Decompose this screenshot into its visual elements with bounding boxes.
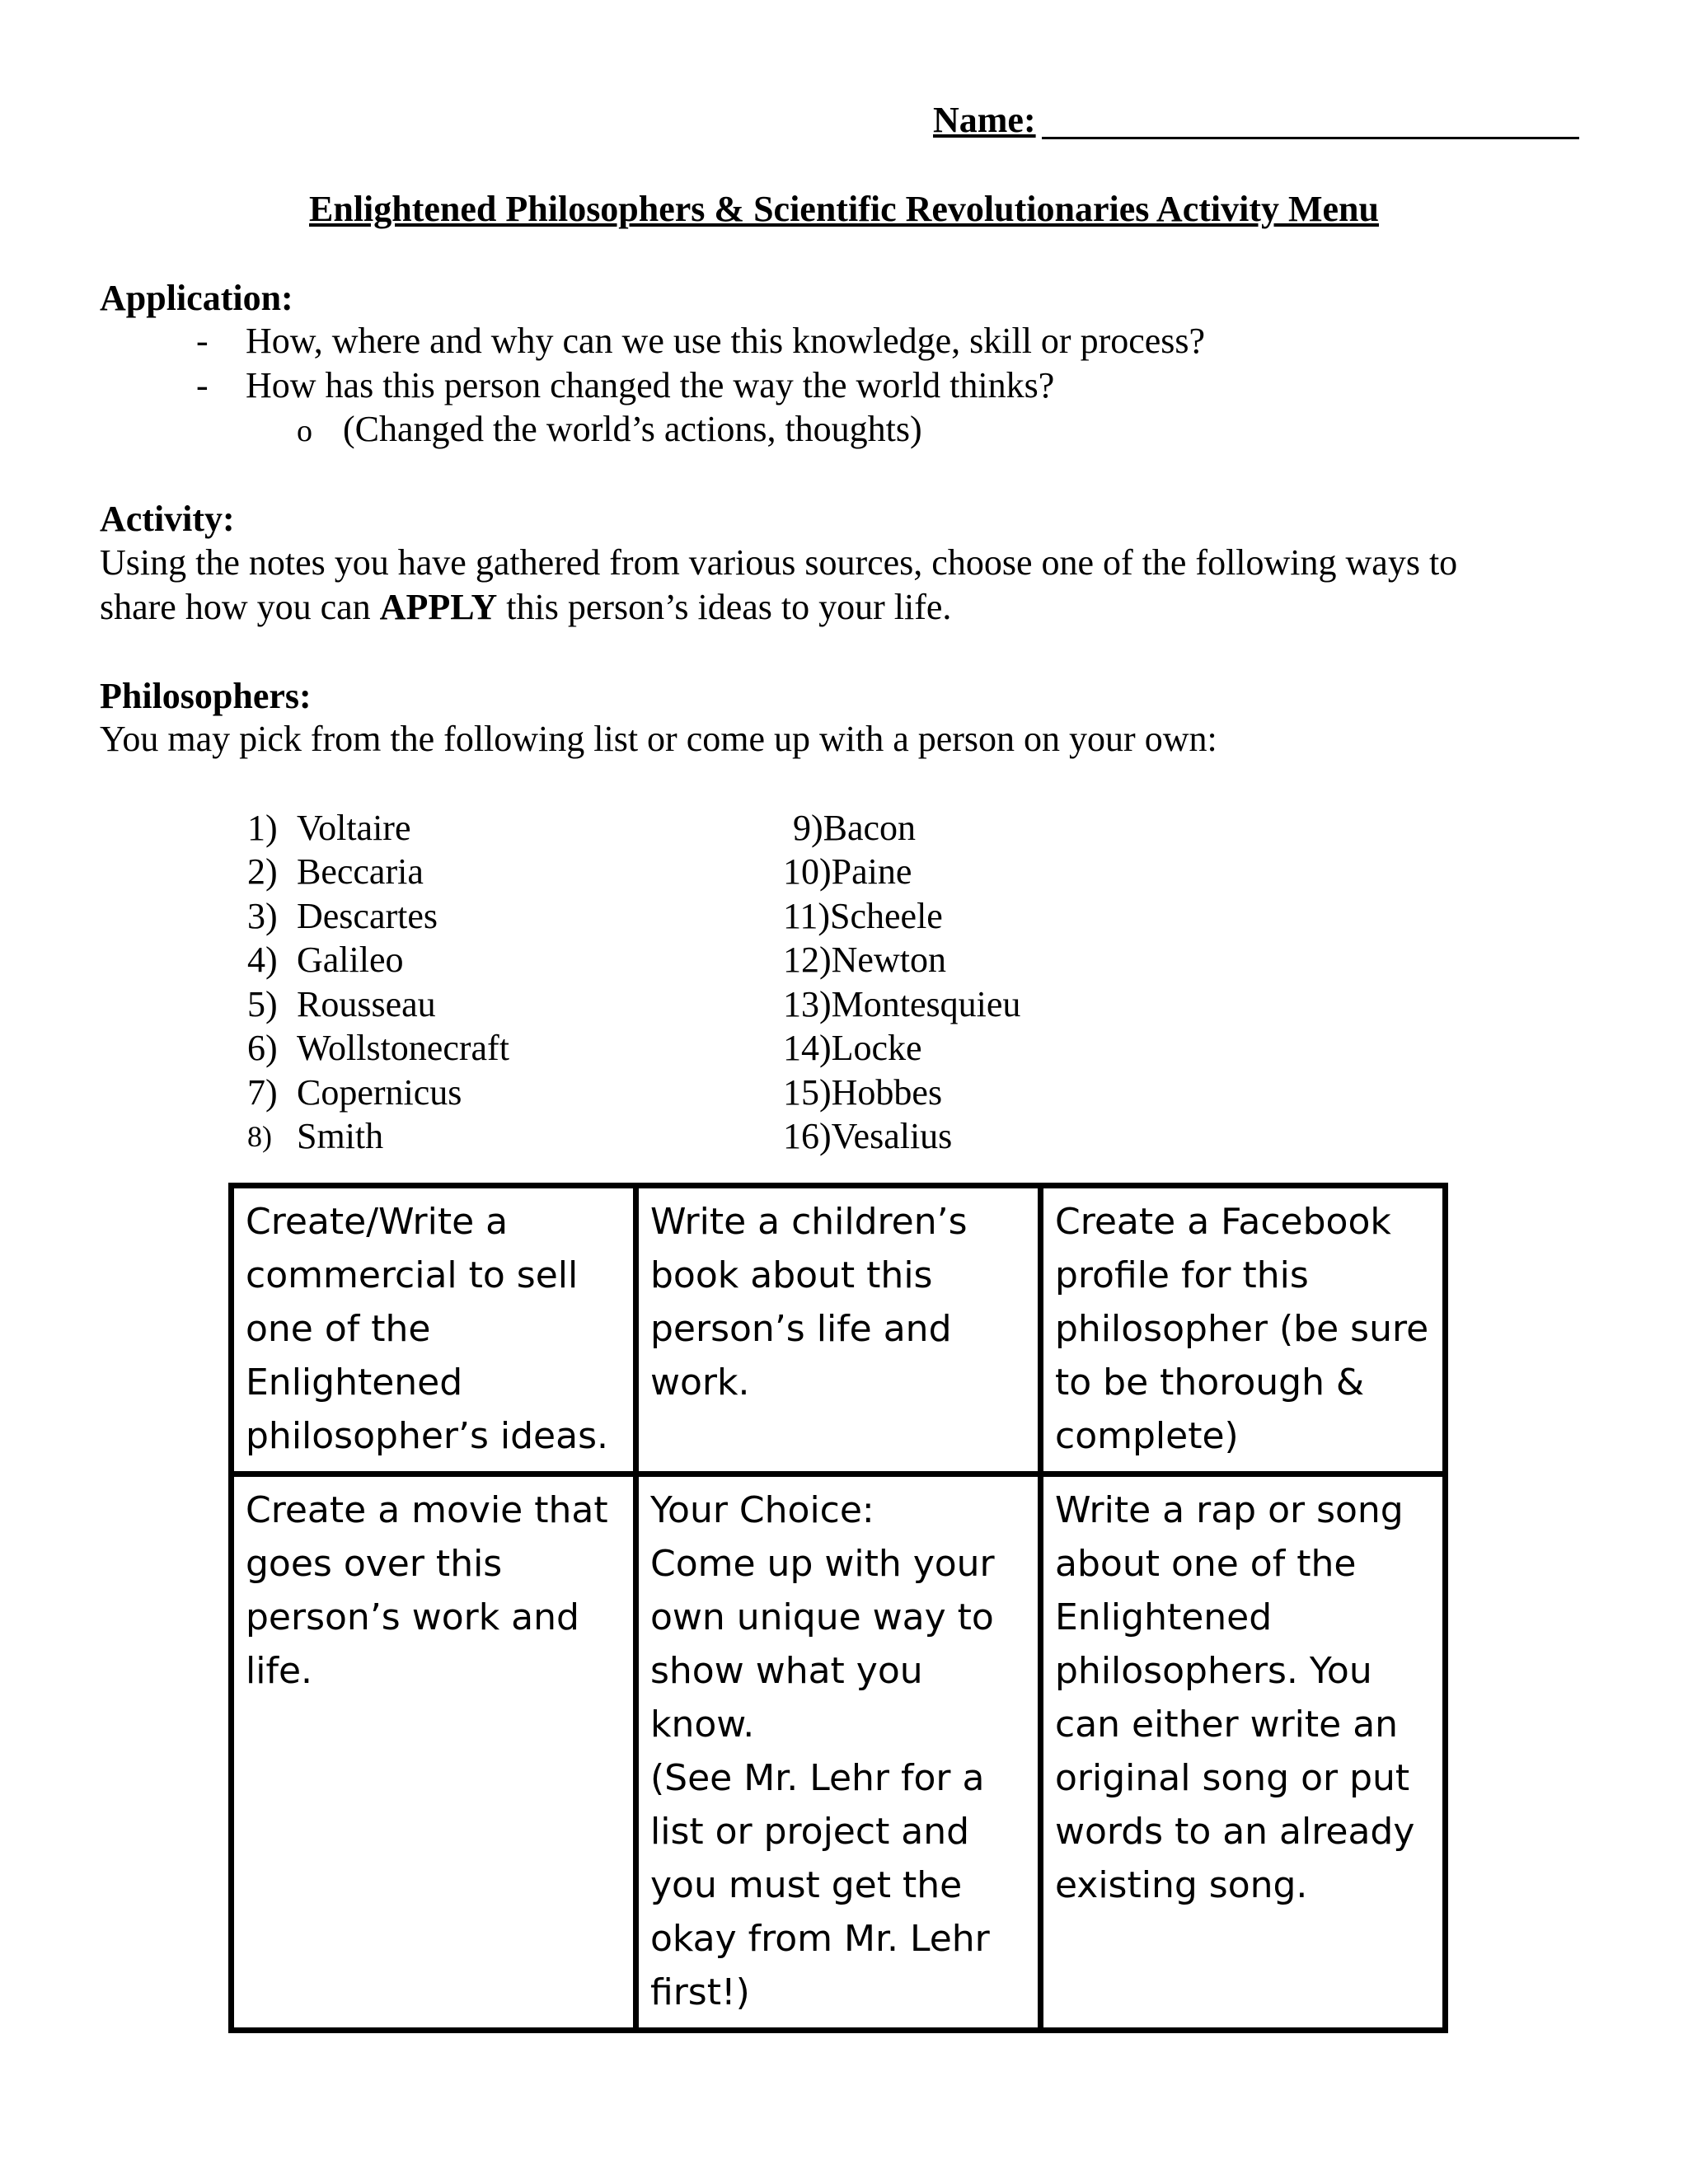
list-item: 10)Paine: [783, 851, 912, 892]
menu-cell-text: Create a Facebook profile for this philosopher (be sure to be thorough & complete): [1055, 1201, 1429, 1457]
menu-cell-text: Write a children’s book about this person’s life and work.: [650, 1201, 968, 1404]
list-item: 9)Bacon: [793, 808, 917, 848]
activity-heading: Activity:: [100, 499, 235, 539]
activity-menu-table: [228, 1183, 1448, 2033]
list-item-name: Copernicus: [297, 1072, 462, 1113]
list-item: 13)Montesquieu: [783, 984, 1021, 1024]
list-number: 4): [247, 940, 278, 980]
list-number: 2): [247, 851, 278, 892]
list-item: 14)Locke: [783, 1028, 922, 1068]
list-number: 7): [247, 1072, 278, 1113]
philosophers-intro: You may pick from the following list or come up with a person on your own:: [100, 719, 1217, 759]
bullet-dash: -: [196, 321, 209, 361]
bullet-circle: o: [297, 414, 312, 448]
application-bullet-2: How has this person changed the way the world thinks?: [246, 365, 1055, 405]
list-item: 11)Scheele: [783, 896, 943, 936]
page-title: Enlightened Philosophers & Scientific Revolutionaries Activity Menu: [309, 189, 1379, 229]
application-heading: Application:: [100, 278, 293, 318]
list-item-name: Smith: [297, 1116, 384, 1156]
menu-cell-facebook-profile: [1041, 1186, 1446, 1474]
menu-cell-your-choice: [636, 1474, 1041, 2031]
menu-cell-text: Your Choice: Come up with your own unique way to show what you know. (See Mr. Lehr for a list or project and you must get the okay from Mr. Lehr first!): [650, 1489, 995, 2013]
activity-text: this person’s ideas to your life.: [497, 587, 952, 627]
list-number: 1): [247, 808, 278, 848]
philosophers-heading: Philosophers:: [100, 676, 312, 716]
name-label: Name:: [933, 100, 1036, 140]
bullet-dash: -: [196, 365, 209, 405]
list-item-name: Beccaria: [297, 851, 424, 892]
table-row: [232, 1474, 1446, 2031]
list-item: 16)Vesalius: [783, 1116, 953, 1156]
activity-line-2: [100, 585, 951, 630]
list-number: 5): [247, 984, 278, 1024]
menu-cell-commercial: [232, 1186, 636, 1474]
application-bullet-1: How, where and why can we use this knowledge, skill or process?: [246, 321, 1206, 361]
activity-line-1: Using the notes you have gathered from various sources, choose one of the following ways to: [100, 542, 1458, 583]
list-item: 15)Hobbes: [783, 1072, 943, 1113]
list-item-name: Voltaire: [297, 808, 411, 848]
application-sub-bullet: (Changed the world’s actions, thoughts): [343, 409, 922, 449]
table-row: [232, 1186, 1446, 1474]
list-item-name: Galileo: [297, 940, 404, 980]
list-number: 6): [247, 1028, 278, 1068]
list-item-name: Wollstonecraft: [297, 1028, 509, 1068]
name-blank-line[interactable]: [1042, 137, 1579, 139]
menu-cell-rap-song: [1041, 1474, 1446, 2031]
activity-text: share how you can: [100, 587, 380, 627]
menu-cell-movie: [232, 1474, 636, 2031]
menu-cell-text: Write a rap or song about one of the Enlightened philosophers. You can either write an original song or put words to an already existing song.: [1055, 1489, 1415, 1906]
menu-cell-text: Create a movie that goes over this person’s work and life.: [246, 1489, 608, 1692]
list-number: 3): [247, 896, 278, 936]
list-item: 12)Newton: [783, 940, 946, 980]
list-item: [247, 806, 278, 851]
list-item-name: Rousseau: [297, 984, 436, 1024]
activity-apply-emphasis: APPLY: [379, 587, 498, 627]
menu-cell-childrens-book: [636, 1186, 1041, 1474]
menu-cell-text: Create/Write a commercial to sell one of the Enlightened philosopher’s ideas.: [246, 1201, 608, 1457]
list-item-name: Descartes: [297, 896, 438, 936]
list-number: 8): [247, 1120, 272, 1153]
